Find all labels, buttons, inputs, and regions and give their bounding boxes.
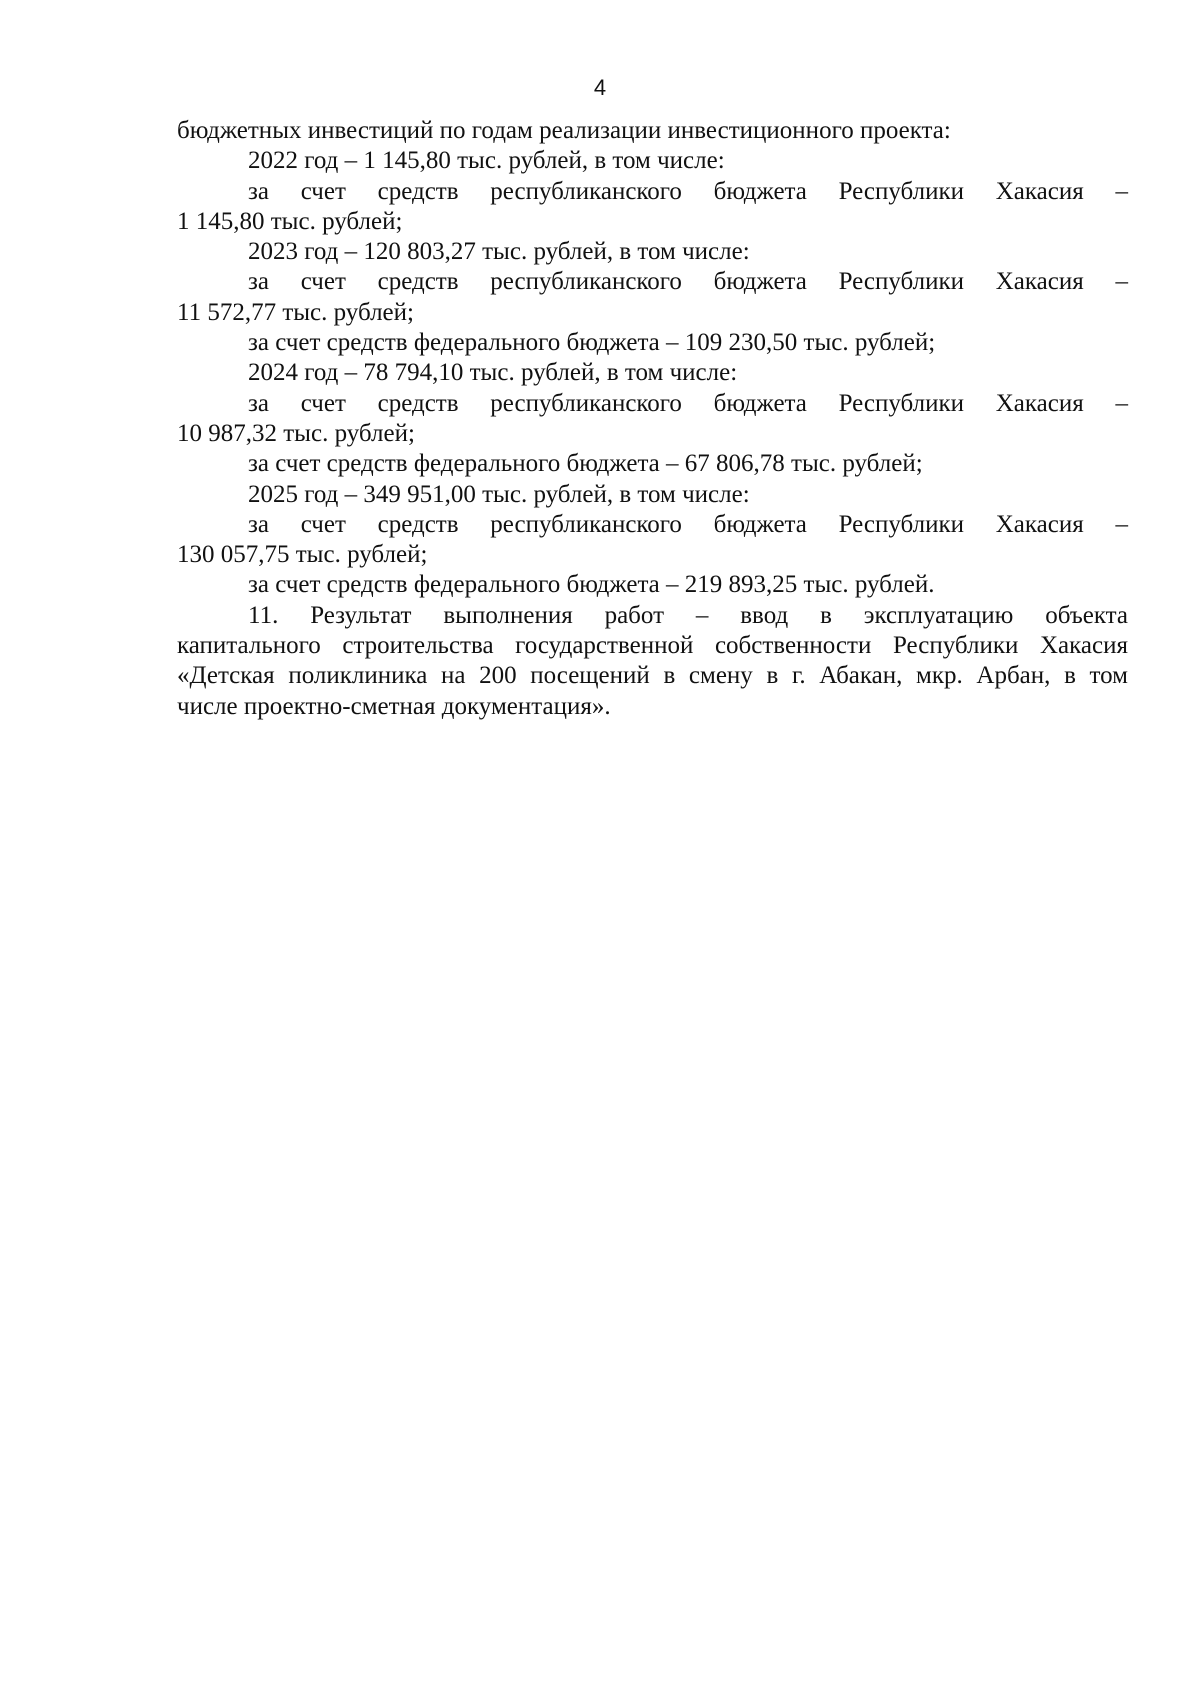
document-body <box>177 116 1128 722</box>
text-line: числе проектно-сметная документация». <box>177 692 611 720</box>
word: за <box>248 268 269 296</box>
text-line: 10 987,32 тыс. рублей; <box>177 419 415 447</box>
word: Республики <box>838 177 965 205</box>
text-line: 130 057,75 тыс. рублей; <box>177 541 428 569</box>
word: – <box>1115 510 1128 538</box>
word: Республики <box>838 389 965 417</box>
text-line-year-2023: 2023 год – 120 803,27 тыс. рублей, в том числе: <box>248 238 750 266</box>
word: счет <box>300 389 346 417</box>
word: средств <box>377 510 459 538</box>
word: Хакасия <box>995 177 1084 205</box>
word: – <box>1115 177 1128 205</box>
word: за <box>248 177 269 205</box>
word: Хакасия <box>995 389 1084 417</box>
word: объекта <box>1045 601 1128 629</box>
word: мкр. <box>916 662 963 690</box>
word: средств <box>377 177 459 205</box>
word: Республики <box>838 510 965 538</box>
word: строительства <box>342 632 494 660</box>
text-line: 11 572,77 тыс. рублей; <box>177 298 414 326</box>
justified-line <box>177 661 1128 691</box>
word: собственности <box>714 632 872 660</box>
word: посещений <box>530 662 650 690</box>
word: счет <box>300 510 346 538</box>
word: 11. <box>248 601 279 629</box>
word: в <box>663 662 676 690</box>
word: в <box>820 601 832 629</box>
word: работ <box>604 601 664 629</box>
word: – <box>695 601 709 629</box>
word: за <box>248 389 269 417</box>
page-number: 4 <box>593 75 607 100</box>
word: счет <box>300 177 346 205</box>
word: г. <box>791 662 806 690</box>
word: Хакасия <box>1039 632 1128 660</box>
word: Результат <box>310 601 412 629</box>
word: бюджета <box>713 177 807 205</box>
word: бюджета <box>713 389 807 417</box>
word: счет <box>300 268 346 296</box>
word: в <box>1064 662 1076 690</box>
word: за <box>248 510 269 538</box>
text-line: за счет средств федерального бюджета – 109 230,50 тыс. рублей; <box>248 329 936 357</box>
word: Абакан, <box>819 662 903 690</box>
word: Хакасия <box>995 510 1084 538</box>
word: эксплуатацию <box>863 601 1014 629</box>
text-line: за счет средств федерального бюджета – 219 893,25 тыс. рублей. <box>248 571 935 599</box>
word: – <box>1115 268 1128 296</box>
word: государственной <box>515 632 694 660</box>
justified-line <box>177 267 1128 297</box>
word: республиканского <box>490 268 682 296</box>
justified-line <box>177 631 1128 661</box>
word: республиканского <box>490 510 682 538</box>
word: республиканского <box>490 389 682 417</box>
word: бюджета <box>713 510 807 538</box>
word: республиканского <box>490 177 682 205</box>
word: бюджета <box>713 268 807 296</box>
word: Республики <box>838 268 965 296</box>
text-line-year-2022: 2022 год – 1 145,80 тыс. рублей, в том числе: <box>248 147 725 175</box>
text-line: 1 145,80 тыс. рублей; <box>177 207 403 235</box>
word: в <box>766 662 779 690</box>
justified-line <box>177 389 1128 419</box>
word: на <box>441 662 466 690</box>
word: – <box>1115 389 1128 417</box>
word: Хакасия <box>995 268 1084 296</box>
word: Республики <box>892 632 1019 660</box>
word: 200 <box>479 662 517 690</box>
word: средств <box>377 268 459 296</box>
text-line-year-2024: 2024 год – 78 794,10 тыс. рублей, в том числе: <box>248 359 738 387</box>
word: смену <box>688 662 753 690</box>
word: ввод <box>740 601 789 629</box>
word: средств <box>377 389 459 417</box>
justified-line <box>177 510 1128 540</box>
word: капитального <box>177 632 321 660</box>
justified-line <box>177 601 1128 631</box>
word: том <box>1089 662 1128 690</box>
word: Арбан, <box>976 662 1051 690</box>
word: «Детская <box>177 662 275 690</box>
text-line: за счет средств федерального бюджета – 67 806,78 тыс. рублей; <box>248 450 923 478</box>
justified-line <box>177 177 1128 207</box>
text-line: бюджетных инвестиций по годам реализации инвестиционного проекта: <box>177 117 951 144</box>
word: поликлиника <box>288 662 428 690</box>
word: выполнения <box>443 601 573 629</box>
text-line-year-2025: 2025 год – 349 951,00 тыс. рублей, в том числе: <box>248 480 750 508</box>
